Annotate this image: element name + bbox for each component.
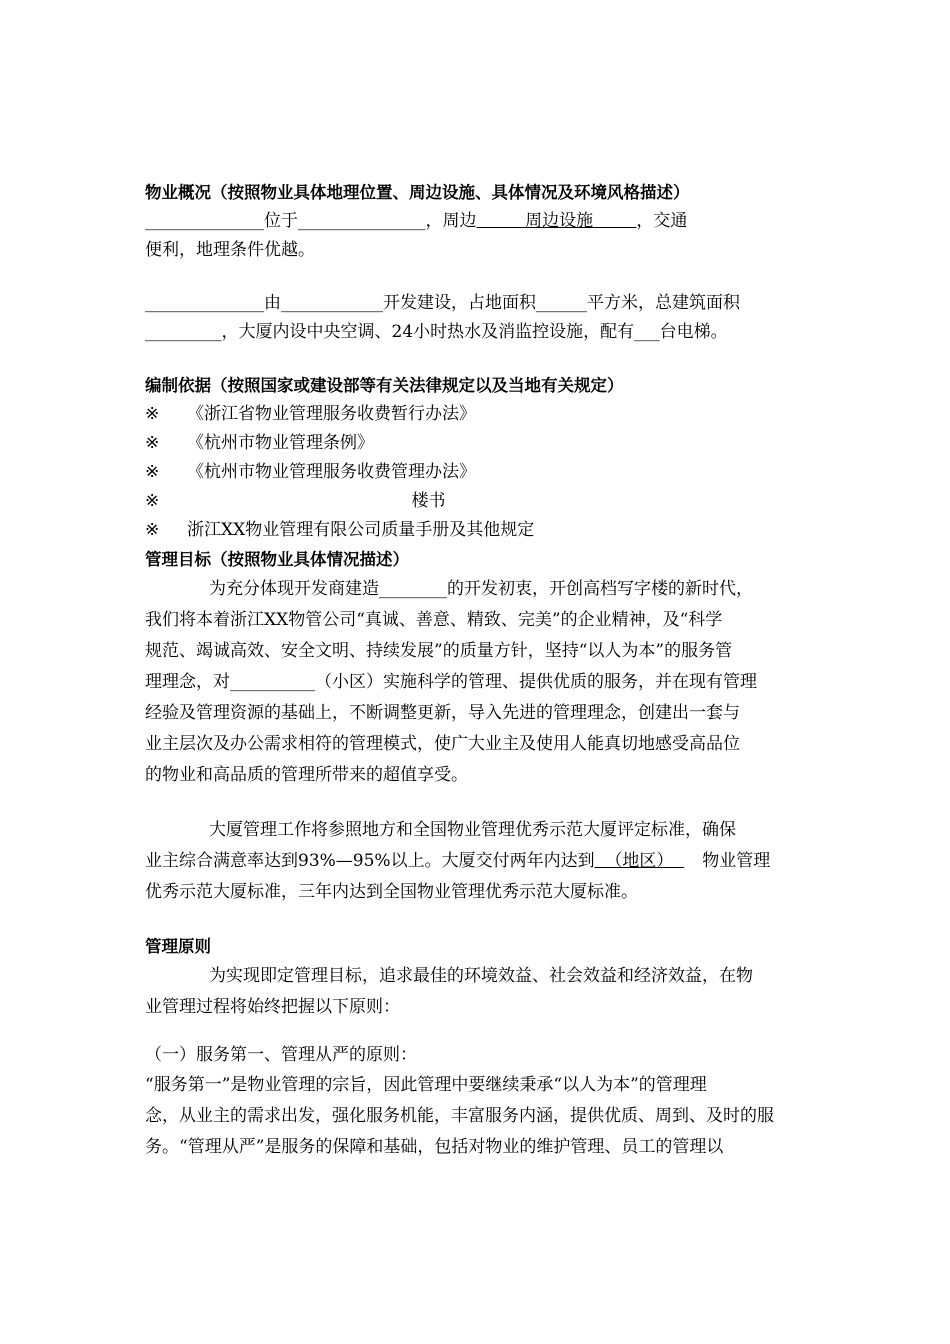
overview-line-4: _________，大厦内设中央空调、24小时热水及消监控设施，配有___台电梯。 bbox=[145, 322, 728, 342]
principles-heading: 管理原则 bbox=[145, 937, 211, 956]
reference-mark: ※ bbox=[145, 520, 160, 540]
reference-mark: ※ bbox=[145, 433, 160, 453]
principle-1-title: （一）服务第一、管理从严的原则： bbox=[145, 1045, 417, 1065]
goals-paragraph-2: 大厦管理工作将参照地方和全国物业管理优秀示范大厦评定标准，确保 业主综合满意率达到93%—95%以上。大厦交付两年内达到 （地区） 物业管理 优秀示范大厦标准，三年内达到全国物业管理优秀示范大厦标准。 bbox=[145, 820, 771, 902]
region-blank: （地区） bbox=[594, 851, 685, 871]
goals-paragraph-1: 为充分体现开发商建造________的开发初衷，开创高档写字楼的新时代， 我们将本着浙江XX物管公司“真诚、善意、精致、完美”的企业精神，及“科学 规范、竭诚高效、安全文明、持续发展”的质量方针，坚持“以人为本”的服务管 理理念，对__________（小区）实施科学的管理、提供优质的服务，并在现有管理 经验及管理资源的基础上，不断调整更新，导入先进的管理理念，创建出一套与 业主层次及办公需求相符的管理模式，使广大业主及使用人能真切地感受高品位 的物业和高品质的管理所带来的超值享受。 bbox=[145, 579, 757, 785]
overview-line-1: ______________位于_______________，周边 周边设施 ，交通 bbox=[145, 211, 688, 231]
basis-item: ※ 楼书 bbox=[145, 487, 810, 516]
basis-item: ※ 《杭州市物业管理条例》 bbox=[145, 429, 810, 458]
overview-line-3: ______________由____________开发建设，占地面积______平方米，总建筑面积 bbox=[145, 293, 740, 313]
document-page bbox=[145, 178, 810, 1163]
principles-paragraph: 为实现即定管理目标，追求最佳的环境效益、社会效益和经济效益，在物 业管理过程将始终把握以下原则： bbox=[145, 966, 753, 1017]
basis-item: ※ 《杭州市物业管理服务收费管理办法》 bbox=[145, 458, 810, 487]
basis-item: ※ 《浙江省物业管理服务收费暂行办法》 bbox=[145, 400, 810, 429]
overview-line-2: 便利，地理条件优越。 bbox=[145, 240, 315, 260]
reference-mark: ※ bbox=[145, 404, 160, 424]
goals-heading: 管理目标（按照物业具体情况描述） bbox=[145, 550, 409, 569]
principle-1-body: “服务第一”是物业管理的宗旨，因此管理中要继续秉承“以人为本”的管理理 念，从业主的需求出发，强化服务机能，丰富服务内涵，提供优质、周到、及时的服 务。“管理从严”是服务的保障和基础，包括对物业的维护管理、员工的管理以 bbox=[145, 1075, 774, 1157]
surrounding-facilities-blank: 周边设施 bbox=[476, 211, 637, 231]
overview-heading: 物业概况（按照物业具体地理位置、周边设施、具体情况及环境风格描述） bbox=[145, 183, 690, 202]
reference-mark: ※ bbox=[145, 491, 160, 511]
reference-mark: ※ bbox=[145, 462, 160, 482]
basis-item: ※ 浙江XX物业管理有限公司质量手册及其他规定 bbox=[145, 516, 810, 545]
basis-heading: 编制依据（按照国家或建设部等有关法律规定以及当地有关规定） bbox=[145, 376, 624, 395]
